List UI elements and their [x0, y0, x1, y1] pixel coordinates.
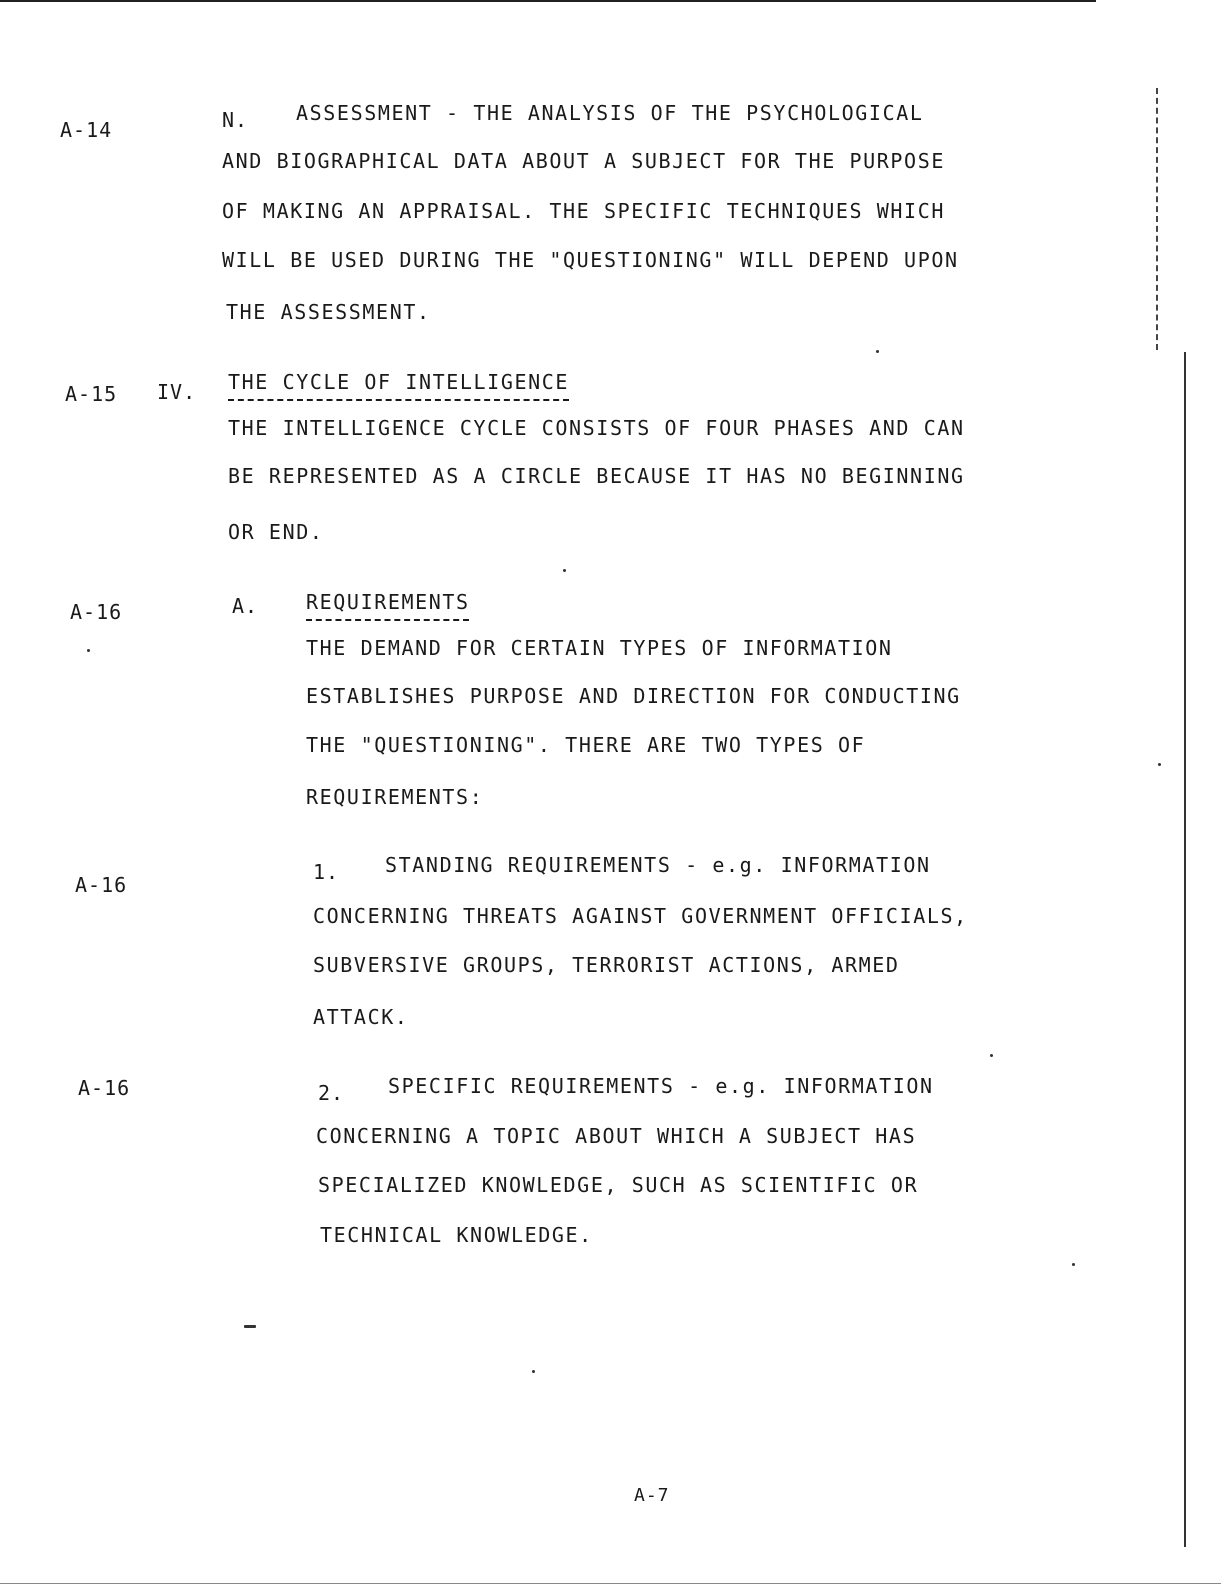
item-marker: 2. — [318, 1081, 345, 1105]
text-line: THE ASSESSMENT. — [226, 300, 431, 324]
text-line: THE "QUESTIONING". THERE ARE TWO TYPES OF — [306, 733, 866, 757]
margin-ref-a14: A-14 — [60, 118, 113, 142]
text-line: THE INTELLIGENCE CYCLE CONSISTS OF FOUR PHASES AND CAN — [228, 416, 965, 440]
text-line: BE REPRESENTED AS A CIRCLE BECAUSE IT HAS NO BEGINNING — [228, 464, 965, 488]
scan-speck — [563, 569, 566, 572]
section-heading: REQUIREMENTS — [306, 590, 470, 614]
margin-ref-a16: A-16 — [75, 873, 128, 897]
section-marker: N. — [222, 108, 249, 132]
top-edge-rule — [0, 0, 1096, 2]
text-line: TECHNICAL KNOWLEDGE. — [320, 1223, 593, 1247]
text-line: THE DEMAND FOR CERTAIN TYPES OF INFORMATION — [306, 636, 893, 660]
text-line: OF MAKING AN APPRAISAL. THE SPECIFIC TECHNIQUES WHICH — [222, 199, 945, 223]
scan-speck — [876, 350, 879, 353]
text-line: STANDING REQUIREMENTS - e.g. INFORMATION — [385, 853, 931, 877]
text-line: ASSESSMENT - THE ANALYSIS OF THE PSYCHOLOGICAL — [296, 101, 924, 125]
text-line: WILL BE USED DURING THE "QUESTIONING" WILL DEPEND UPON — [222, 248, 959, 272]
text-line: CONCERNING A TOPIC ABOUT WHICH A SUBJECT HAS — [316, 1124, 917, 1148]
section-marker: A. — [232, 594, 259, 618]
text-line: ESTABLISHES PURPOSE AND DIRECTION FOR CONDUCTING — [306, 684, 961, 708]
scan-speck — [1072, 1263, 1075, 1266]
scan-speck — [87, 649, 90, 652]
section-heading: THE CYCLE OF INTELLIGENCE — [228, 370, 570, 394]
margin-ref-a16: A-16 — [70, 600, 123, 624]
text-line: SPECIALIZED KNOWLEDGE, SUCH AS SCIENTIFIC OR — [318, 1173, 919, 1197]
section-marker: IV. — [157, 380, 197, 404]
text-line: SPECIFIC REQUIREMENTS - e.g. INFORMATION — [388, 1074, 934, 1098]
right-margin-rule — [1184, 352, 1186, 1547]
margin-ref-a16: A-16 — [78, 1076, 131, 1100]
item-marker: 1. — [313, 860, 340, 884]
scan-speck — [1158, 763, 1161, 766]
scan-speck — [990, 1054, 993, 1057]
text-line: SUBVERSIVE GROUPS, TERRORIST ACTIONS, ARMED — [313, 953, 900, 977]
margin-dashed-rule — [1156, 88, 1158, 350]
text-line: REQUIREMENTS: — [306, 785, 484, 809]
text-line: CONCERNING THREATS AGAINST GOVERNMENT OFFICIALS, — [313, 904, 968, 928]
scan-speck — [532, 1370, 535, 1373]
text-line: AND BIOGRAPHICAL DATA ABOUT A SUBJECT FOR THE PURPOSE — [222, 149, 945, 173]
scan-speck — [244, 1325, 256, 1328]
margin-ref-a15: A-15 — [65, 382, 118, 406]
text-line: ATTACK. — [313, 1005, 409, 1029]
text-line: OR END. — [228, 520, 324, 544]
page-number: A-7 — [634, 1485, 670, 1506]
